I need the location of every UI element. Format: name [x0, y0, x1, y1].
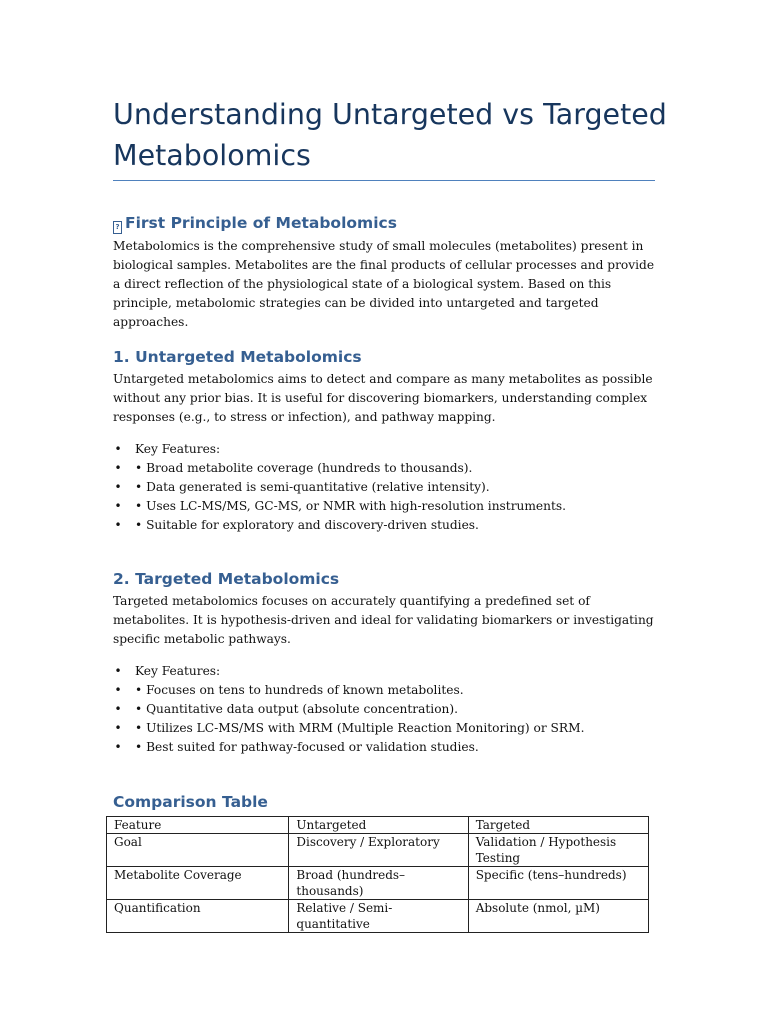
table-cell: Specific (tens–hundreds) — [468, 867, 648, 900]
table-cell: Metabolite Coverage — [107, 867, 289, 900]
table-row — [107, 834, 649, 867]
table-header-cell: Untargeted — [289, 817, 468, 834]
table-header-row — [107, 817, 649, 834]
table-cell: Absolute (nmol, µM) — [468, 900, 648, 933]
missing-glyph-icon: ? — [113, 221, 122, 234]
section-paragraph-untargeted: Untargeted metabolomics aims to detect and compare as many metabolites as possible without any prior bias. It is useful for discovering biomarkers, understanding complex responses (e.g., to stress or infection), and pathway mapping. — [113, 372, 653, 424]
bullet-icon: • — [114, 518, 122, 532]
section-paragraph-first-principle: Metabolomics is the comprehensive study of small molecules (metabolites) present in biological samples. Metabolites are the final products of cellular processes and provide a direct reflection of the physiological state of a biological system. Based on this principle, metabolomic strategies can be divided into untargeted and targeted approaches. — [113, 239, 655, 329]
list-item: • • Utilizes LC-MS/MS with MRM (Multiple Reaction Monitoring) or SRM. — [113, 719, 658, 738]
bullet-icon: • — [114, 461, 122, 475]
table-cell: Discovery / Exploratory — [289, 834, 468, 867]
section-paragraph-targeted: Targeted metabolomics focuses on accurately quantifying a predefined set of metabolites. It is hypothesis-driven and ideal for validating biomarkers or investigating specific metabolic pathways. — [113, 594, 654, 646]
table-cell: Validation / Hypothesis Testing — [468, 834, 648, 867]
bullet-icon: • — [114, 664, 122, 678]
bullet-icon: • — [114, 442, 122, 456]
table-cell: Broad (hundreds–thousands) — [289, 867, 468, 900]
title-underline — [113, 180, 655, 181]
bullet-icon: • — [114, 721, 122, 735]
list-item: • Key Features: — [113, 440, 658, 459]
section-heading-untargeted: 1. Untargeted Metabolomics — [113, 348, 362, 366]
table-cell: Goal — [107, 834, 289, 867]
table-row — [107, 867, 649, 900]
table-cell: Quantification — [107, 900, 289, 933]
table-cell: Relative / Semi-quantitative — [289, 900, 468, 933]
list-item: • • Focuses on tens to hundreds of known metabolites. — [113, 681, 658, 700]
section-heading-targeted: 2. Targeted Metabolomics — [113, 570, 340, 588]
table-row — [107, 900, 649, 933]
list-item: • Key Features: — [113, 662, 658, 681]
list-item: • • Best suited for pathway-focused or validation studies. — [113, 738, 658, 757]
table-header-cell: Feature — [107, 817, 289, 834]
table-header-cell: Targeted — [468, 817, 648, 834]
list-item: • • Data generated is semi-quantitative (relative intensity). — [113, 478, 658, 497]
list-item: • • Suitable for exploratory and discovery-driven studies. — [113, 516, 658, 535]
bullet-icon: • — [114, 499, 122, 513]
targeted-feature-list — [113, 662, 658, 757]
section-heading-first-principle — [113, 213, 397, 234]
list-item: • • Quantitative data output (absolute concentration). — [113, 700, 658, 719]
untargeted-feature-list — [113, 440, 658, 535]
list-item: • • Uses LC-MS/MS, GC-MS, or NMR with high-resolution instruments. — [113, 497, 658, 516]
bullet-icon: • — [114, 740, 122, 754]
bullet-icon: • — [114, 702, 122, 716]
page-title: Understanding Untargeted vs Targeted Metabolomics — [113, 98, 667, 172]
section-heading-text: First Principle of Metabolomics — [125, 214, 397, 232]
bullet-icon: • — [114, 683, 122, 697]
section-heading-comparison: Comparison Table — [113, 793, 268, 811]
comparison-table — [106, 816, 649, 933]
list-item: • • Broad metabolite coverage (hundreds to thousands). — [113, 459, 658, 478]
bullet-icon: • — [114, 480, 122, 494]
